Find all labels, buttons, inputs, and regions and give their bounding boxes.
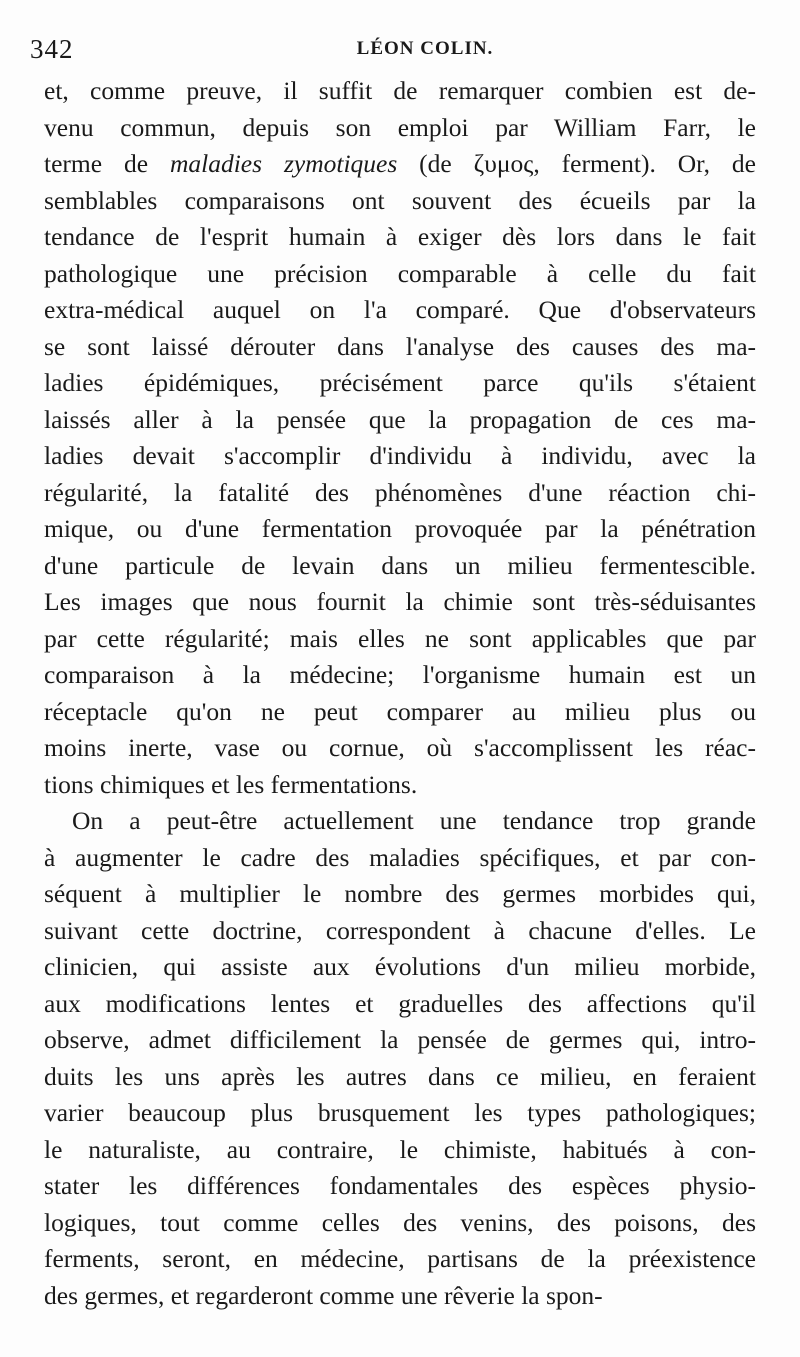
running-title: LÉON COLIN. [356, 38, 494, 59]
text-line [44, 146, 756, 183]
text-line: laissés aller à la pensée que la propagation de ces ma- [44, 404, 756, 434]
text-line: le naturaliste, au contraire, le chimiste, habitués à con- [44, 1134, 756, 1164]
text-line: régularité, la fatalité des phénomènes d'une réaction chi- [44, 477, 756, 507]
text-line: suivant cette doctrine, correspondent à chacune d'elles. Le [44, 915, 756, 945]
text-line: d'une particule de levain dans un milieu fermentescible. [44, 550, 756, 580]
text-segment: terme de [44, 149, 170, 178]
text-line: ladies devait s'accomplir d'individu à individu, avec la [44, 441, 756, 470]
text-line: clinicien, qui assiste aux évolutions d'un milieu morbide, [44, 952, 756, 981]
text-line: varier beaucoup plus brusquement les types pathologiques; [44, 1098, 756, 1127]
text-line: extra-médical auquel on l'a comparé. Que d'observateurs [44, 295, 756, 324]
paragraph-2 [44, 803, 756, 1314]
text-line: à augmenter le cadre des maladies spécifiques, et par con- [44, 842, 756, 872]
running-head [30, 34, 760, 64]
text-line: comparaison à la médecine; l'organisme humain est un [44, 660, 756, 689]
italic-term: maladies zymotiques [169, 149, 398, 178]
text-line: stater les différences fondamentales des espèces physio- [44, 1171, 756, 1200]
text-line: ferments, seront, en médecine, partisans de la préexistence [44, 1244, 756, 1273]
text-line: réceptacle qu'on ne peut comparer au milieu plus ou [44, 696, 756, 726]
text-line: et, comme preuve, il suffit de remarquer combien est de- [44, 76, 756, 105]
page-number: 342 [30, 34, 74, 64]
paragraph-1 [44, 73, 756, 803]
text-line: tendance de l'esprit humain à exiger dès lors dans le fait [44, 222, 756, 251]
text-line: On a peut-être actuellement une tendance trop grande [72, 806, 756, 835]
text-line: mique, ou d'une fermentation provoquée par la pénétration [44, 514, 756, 543]
text-line: semblables comparaisons ont souvent des écueils par la [44, 185, 756, 215]
text-line: logiques, tout comme celles des venins, des poisons, des [44, 1207, 756, 1237]
text-line: séquent à multiplier le nombre des germes morbides qui, [44, 879, 756, 908]
text-line: des germes, et regarderont comme une rêverie la spon- [44, 1280, 603, 1310]
text-segment: (de ζυμος, ferment). Or, de [397, 149, 756, 178]
text-line: Les images que nous fournit la chimie sont très-séduisantes [44, 587, 756, 616]
text-line: moins inerte, vase ou cornue, où s'accomplissent les réac- [44, 733, 756, 762]
text-line: venu commun, depuis son emploi par William Farr, le [44, 112, 756, 142]
text-line: pathologique une précision comparable à celle du fait [44, 258, 756, 288]
text-line: observe, admet difficilement la pensée de germes qui, intro- [44, 1025, 756, 1054]
text-line: se sont laissé dérouter dans l'analyse des causes des ma- [44, 331, 756, 361]
body-text [44, 73, 756, 1314]
text-line: duits les uns après les autres dans ce milieu, en feraient [44, 1061, 756, 1091]
text-line: tions chimiques et les fermentations. [44, 769, 418, 799]
text-line: par cette régularité; mais elles ne sont applicables que par [44, 623, 756, 653]
text-line: ladies épidémiques, précisément parce qu'ils s'étaient [44, 368, 756, 397]
text-line: aux modifications lentes et graduelles des affections qu'il [44, 988, 756, 1018]
